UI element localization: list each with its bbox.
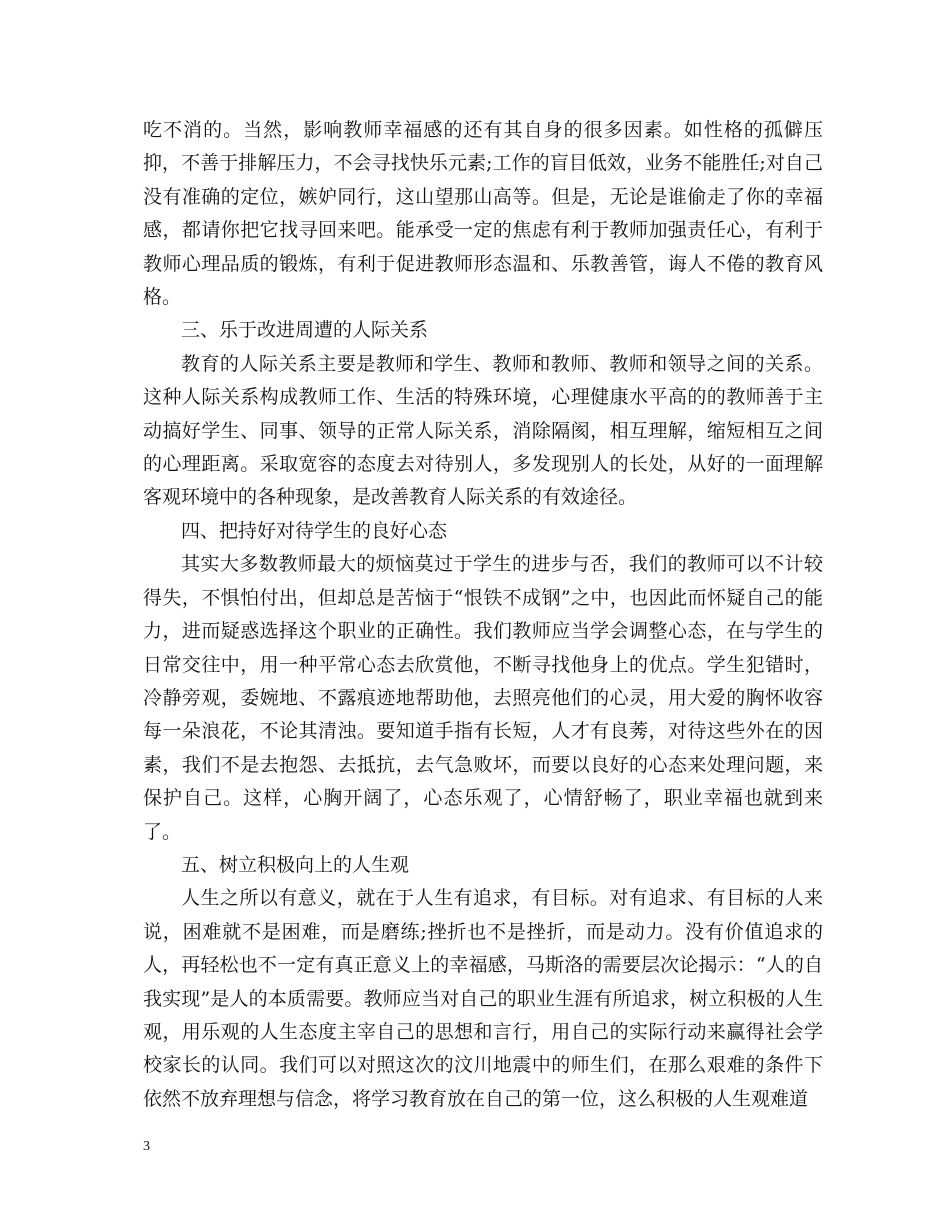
page-number: 3	[143, 1139, 150, 1154]
section-heading-3: 三、乐于改进周遭的人际关系	[181, 319, 429, 342]
paragraph-interpersonal: 教育的人际关系主要是教师和学生、教师和教师、教师和领导之间的关系。这种人际关系构成教师工作、生活的特殊环境，心理健康水平高的的教师善于主动搞好学生、同事、领导的正常人际关系，消除隔阂，相互理解，缩短相互之间的心理距离。采取宽容的态度去对待别人，多发现别人的长处，从好的一面理解客观环境中的各种现象，是改善教育人际关系的有效途径。	[143, 352, 823, 509]
paragraph-life-outlook: 人生之所以有意义，就在于人生有追求，有目标。对有追求、有目标的人来说，困难就不是困难，而是磨练;挫折也不是挫折，而是动力。没有价值追求的人，再轻松也不一定有真正意义上的幸福感，马斯洛的需要层次论揭示：“人的自我实现”是人的本质需要。教师应当对自己的职业生涯有所追求，树立积极的人生观，用乐观的人生态度主宰自己的思想和言行，用自己的实际行动来赢得社会学校家长的认同。我们可以对照这次的汶川地震中的师生们，在那么艰难的条件下依然不放弃理想与信念，将学习教育放在自己的第一位，这么积极的人生观难道	[143, 887, 823, 1110]
section-heading-4: 四、把持好对待学生的良好心态	[181, 519, 448, 542]
section-heading-5: 五、树立积极向上的人生观	[181, 853, 410, 876]
document-body	[143, 114, 823, 1116]
paragraph-student-attitude: 其实大多数教师最大的烦恼莫过于学生的进步与否，我们的教师可以不计较得失，不惧怕付出，但却总是苦恼于“恨铁不成钢”之中，也因此而怀疑自己的能力，进而疑惑选择这个职业的正确性。我们教师应当学会调整心态，在与学生的日常交往中，用一种平常心态去欣赏他，不断寻找他身上的优点。学生犯错时，冷静旁观，委婉地、不露痕迹地帮助他，去照亮他们的心灵，用大爱的胸怀收容每一朵浪花，不论其清浊。要知道手指有长短，人才有良莠，对待这些外在的因素，我们不是去抱怨、去抵抗，去气急败坏，而要以良好的心态来处理问题，来保护自己。这样，心胸开阔了，心态乐观了，心情舒畅了，职业幸福也就到来了。	[143, 553, 823, 843]
paragraph-continuation: 吃不消的。当然，影响教师幸福感的还有其自身的很多因素。如性格的孤僻压抑，不善于排解压力，不会寻找快乐元素;工作的盲目低效，业务不能胜任;对自己没有准确的定位，嫉妒同行，这山望那山高等。但是，无论是谁偷走了你的幸福感，都请你把它找寻回来吧。能承受一定的焦虑有利于教师加强责任心，有利于教师心理品质的锻炼，有利于促进教师形态温和、乐教善管，诲人不倦的教育风格。	[143, 119, 823, 309]
